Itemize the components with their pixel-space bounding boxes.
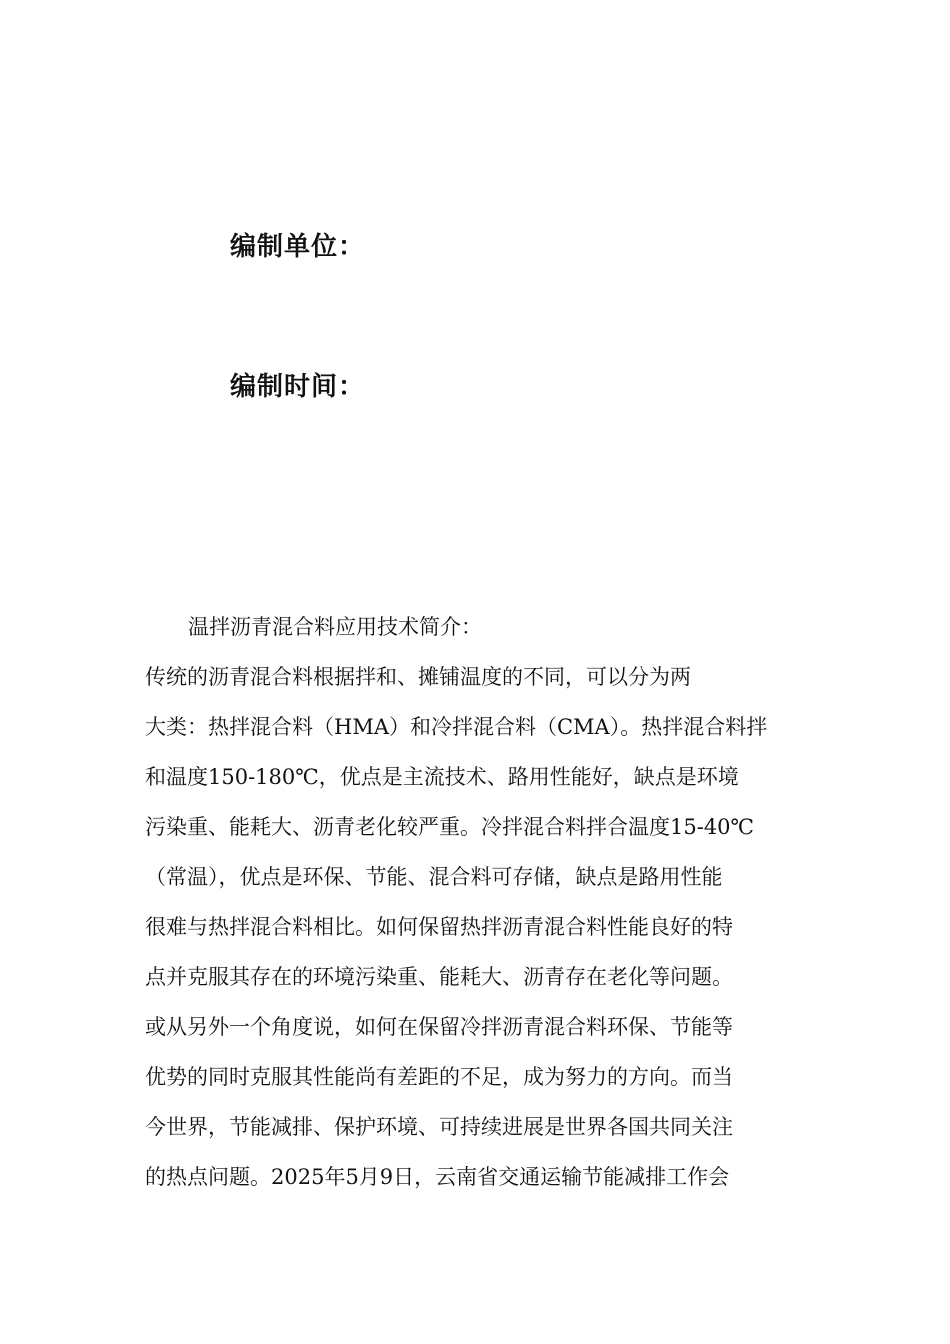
paragraph-line: 和温度150-180℃，优点是主流技术、路用性能好，缺点是环境 bbox=[145, 765, 739, 789]
paragraph-line: 大类：热拌混合料（HMA）和冷拌混合料（CMA）。热拌混合料拌 bbox=[145, 715, 768, 739]
paragraph-line: 优势的同时克服其性能尚有差距的不足，成为努力的方向。而当 bbox=[145, 1065, 733, 1089]
paragraph-line: 点并克服其存在的环境污染重、能耗大、沥青存在老化等问题。 bbox=[145, 965, 733, 989]
paragraph-line: 的热点问题。2025年5月9日，云南省交通运输节能减排工作会 bbox=[145, 1165, 730, 1189]
compiling-time-label: 编制时间： bbox=[230, 372, 366, 402]
section-heading: 温拌沥青混合料应用技术简介： bbox=[188, 615, 482, 639]
paragraph-line: 或从另外一个角度说，如何在保留冷拌沥青混合料环保、节能等 bbox=[145, 1015, 733, 1039]
paragraph-line: 传统的沥青混合料根据拌和、摊铺温度的不同，可以分为两 bbox=[145, 665, 691, 689]
paragraph-line: 污染重、能耗大、沥青老化较严重。冷拌混合料拌合温度15-40℃ bbox=[145, 815, 755, 839]
paragraph-line: 今世界，节能减排、保护环境、可持续进展是世界各国共同关注 bbox=[145, 1115, 733, 1139]
document-body bbox=[145, 602, 805, 1202]
paragraph-line: （常温），优点是环保、节能、混合料可存储，缺点是路用性能 bbox=[145, 865, 723, 889]
paragraph-line: 很难与热拌混合料相比。如何保留热拌沥青混合料性能良好的特 bbox=[145, 915, 733, 939]
compiling-unit-label: 编制单位： bbox=[230, 232, 366, 262]
